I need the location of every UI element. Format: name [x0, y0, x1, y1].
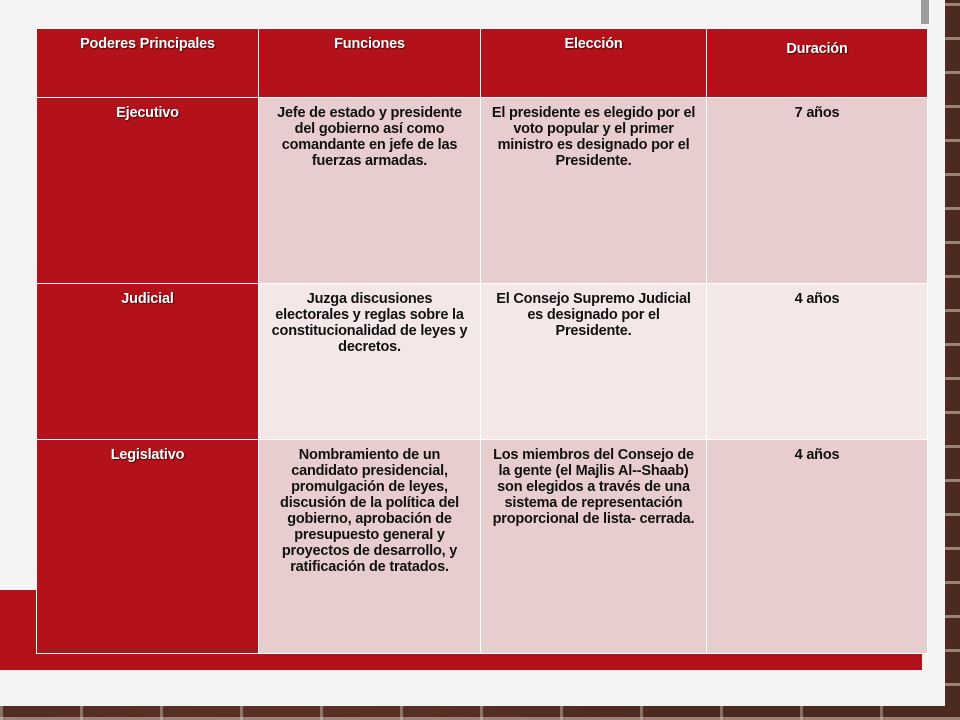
row-label-judicial: Judicial	[37, 284, 259, 440]
cell-duracion: 4 años	[707, 284, 928, 440]
cell-eleccion: El presidente es elegido por el voto popular y el primer ministro es designado por el Presidente.	[481, 98, 707, 284]
cell-duracion: 7 años	[707, 98, 928, 284]
cell-funciones: Juzga discusiones electorales y reglas sobre la constitucionalidad de leyes y decretos.	[259, 284, 481, 440]
cell-eleccion: Los miembros del Consejo de la gente (el Majlis Al--Shaab) son elegidos a través de una sistema de representación proporcional de lista- cerrada.	[481, 440, 707, 654]
row-label-ejecutivo: Ejecutivo	[37, 98, 259, 284]
cell-duracion: 4 años	[707, 440, 928, 654]
table-row	[37, 440, 928, 654]
table-header-row	[37, 29, 928, 98]
header-eleccion: Elección	[481, 29, 707, 98]
powers-table	[36, 28, 928, 654]
cell-eleccion: El Consejo Supremo Judicial es designado por el Presidente.	[481, 284, 707, 440]
header-duracion: Duración	[707, 29, 928, 98]
cell-funciones: Nombramiento de un candidato presidencial, promulgación de leyes, discusión de la política del gobierno, aprobación de presupuesto general y proyectos de desarrollo, y ratificación de tratados.	[259, 440, 481, 654]
header-poderes: Poderes Principales	[37, 29, 259, 98]
row-label-legislativo: Legislativo	[37, 440, 259, 654]
slide-edge-marker	[921, 0, 929, 24]
cell-funciones: Jefe de estado y presidente del gobierno así como comandante en jefe de las fuerzas armadas.	[259, 98, 481, 284]
table-row	[37, 284, 928, 440]
header-funciones: Funciones	[259, 29, 481, 98]
table-row	[37, 98, 928, 284]
